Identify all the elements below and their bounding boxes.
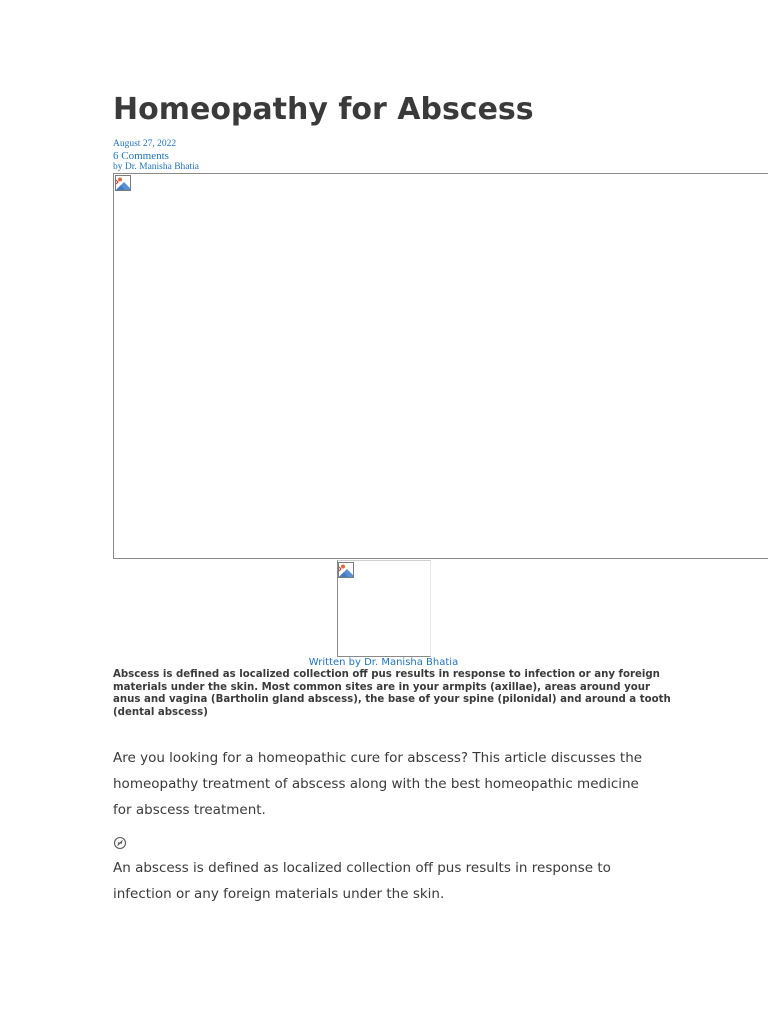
article-title: Homeopathy for Abscess <box>113 92 534 127</box>
broken-image-icon <box>338 562 354 578</box>
article-summary: Abscess is defined as localized collection off pus results in response to infection or any foreign materials under the skin. Most common sites are in your armpits (axillae), areas around your anus and vagina (Bartholin gland abscess), the base of your spine (pilonidal) and around a tooth (dental abscess) <box>113 669 671 718</box>
broken-image-icon <box>115 175 131 191</box>
abscess-definition: An abscess is defined as localized collection off pus results in response to infection or any foreign materials under the skin. <box>113 860 611 902</box>
written-by-link[interactable]: Written by Dr. Manisha Bhatia <box>308 657 459 668</box>
comments-link[interactable]: 6 Comments <box>113 150 169 162</box>
author-image <box>337 560 431 657</box>
article-intro: Are you looking for a homeopathic cure for abscess? This article discusses the homeopathy treatment of abscess along with the best homeopathic medicine for abscess treatment. <box>113 750 643 818</box>
author-byline-link[interactable]: by Dr. Manisha Bhatia <box>113 162 200 172</box>
post-date-link[interactable]: August 27, 2022 <box>113 139 177 149</box>
featured-image <box>113 173 768 559</box>
link-icon <box>113 836 127 850</box>
